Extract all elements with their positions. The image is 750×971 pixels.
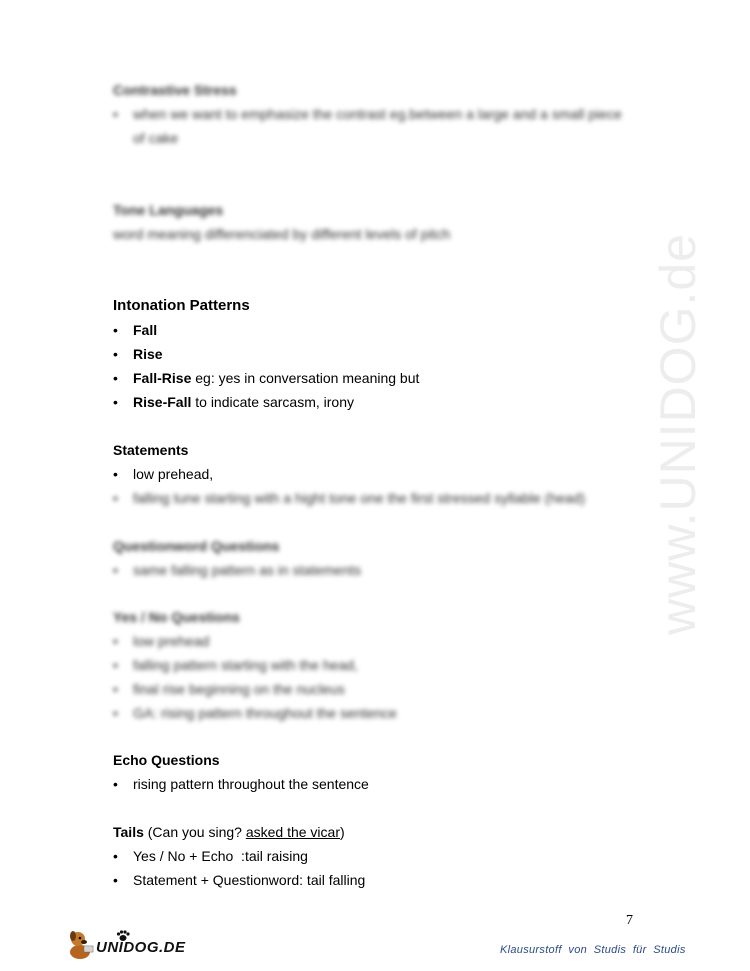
- list-item-text: Statement + Questionword: tail falling: [133, 872, 366, 888]
- paragraph: word meaning differenciated by different levels of pitch: [113, 226, 451, 242]
- list-item-text: final rise beginning on the nucleus: [133, 681, 345, 697]
- term: Rise-Fall: [133, 394, 192, 410]
- section-contrastive-stress: [113, 78, 653, 150]
- section-yes-no-questions: [113, 605, 653, 725]
- example-close: ): [340, 824, 345, 840]
- list-item: [113, 772, 653, 796]
- footer-tagline: Klausurstoff von Studis für Studis: [500, 944, 686, 956]
- list-item: [113, 342, 653, 366]
- bullet-icon: •: [113, 490, 118, 506]
- section-echo-questions: [113, 748, 653, 796]
- section-statements: [113, 438, 653, 510]
- list-item: [113, 318, 653, 342]
- list-item-text: low prehead: [133, 633, 210, 649]
- section-questionword-questions: [113, 534, 653, 582]
- list-item: [113, 629, 653, 653]
- bullet-icon: •: [113, 872, 118, 888]
- section-heading: Tails: [113, 824, 144, 840]
- bullet-icon: •: [113, 848, 118, 864]
- bullet-icon: •: [113, 322, 118, 338]
- watermark: www.UNIDOG.de: [650, 233, 706, 635]
- section-tone-languages: [113, 198, 653, 246]
- bullet-icon: •: [113, 776, 118, 792]
- dog-icon: [66, 928, 96, 962]
- bullet-icon: •: [113, 466, 118, 482]
- tails-heading-line: [113, 820, 653, 844]
- bullet-icon: •: [113, 562, 118, 578]
- list-item-text: rising pattern throughout the sentence: [133, 776, 369, 792]
- bullet-icon: •: [113, 394, 118, 410]
- bullet-icon: •: [113, 346, 118, 362]
- bullet-icon: •: [113, 106, 118, 122]
- list-item: [113, 102, 653, 150]
- list-item-text: falling tune starting with a hight tone one the first stressed syllable (head): [133, 490, 586, 506]
- list-item-text: low prehead,: [133, 466, 214, 482]
- section-tails: [113, 820, 653, 892]
- list-item-text: same falling pattern as in statements: [133, 562, 362, 578]
- list-item: [113, 868, 653, 892]
- list-item: [113, 366, 653, 390]
- list-item: [113, 558, 653, 582]
- list-item-text: when we want to emphasize the contrast eg.between a large and a small piece of cake: [133, 106, 622, 146]
- page-number: 7: [626, 913, 633, 928]
- list-item: [113, 844, 653, 868]
- section-heading: Statements: [113, 442, 189, 458]
- section-heading: Contrastive Stress: [113, 82, 237, 98]
- list-item-text: GA: rising pattern throughout the sentence: [133, 705, 397, 721]
- list-item-text: falling pattern starting with the head,: [133, 657, 358, 673]
- logo-text: UNIDOG.DE: [96, 939, 186, 956]
- term: Rise: [133, 346, 163, 362]
- list-item: [113, 653, 653, 677]
- term: Fall: [133, 322, 158, 338]
- section-heading: Tone Languages: [113, 202, 224, 218]
- list-item: [113, 486, 653, 510]
- bullet-icon: •: [113, 370, 118, 386]
- section-intonation-patterns: [113, 294, 653, 414]
- section-heading: Echo Questions: [113, 752, 220, 768]
- list-item: [113, 390, 653, 414]
- example-open: (Can you sing?: [143, 824, 246, 840]
- bullet-icon: •: [113, 633, 118, 649]
- example-underlined: asked the vicar: [245, 824, 340, 840]
- list-item: [113, 677, 653, 701]
- section-heading: Intonation Patterns: [113, 297, 250, 314]
- section-heading: Questionword Questions: [113, 538, 280, 554]
- bullet-icon: •: [113, 657, 118, 673]
- term: Fall-Rise: [133, 370, 192, 386]
- description: eg: yes in conversation meaning but: [191, 370, 420, 386]
- section-heading: Yes / No Questions: [113, 609, 240, 625]
- bullet-icon: •: [113, 705, 118, 721]
- list-item: [113, 701, 653, 725]
- unidog-logo: [66, 928, 186, 962]
- bullet-icon: •: [113, 681, 118, 697]
- list-item: [113, 462, 653, 486]
- description: to indicate sarcasm, irony: [191, 394, 354, 410]
- list-item-text: Yes / No + Echo :tail raising: [133, 848, 308, 864]
